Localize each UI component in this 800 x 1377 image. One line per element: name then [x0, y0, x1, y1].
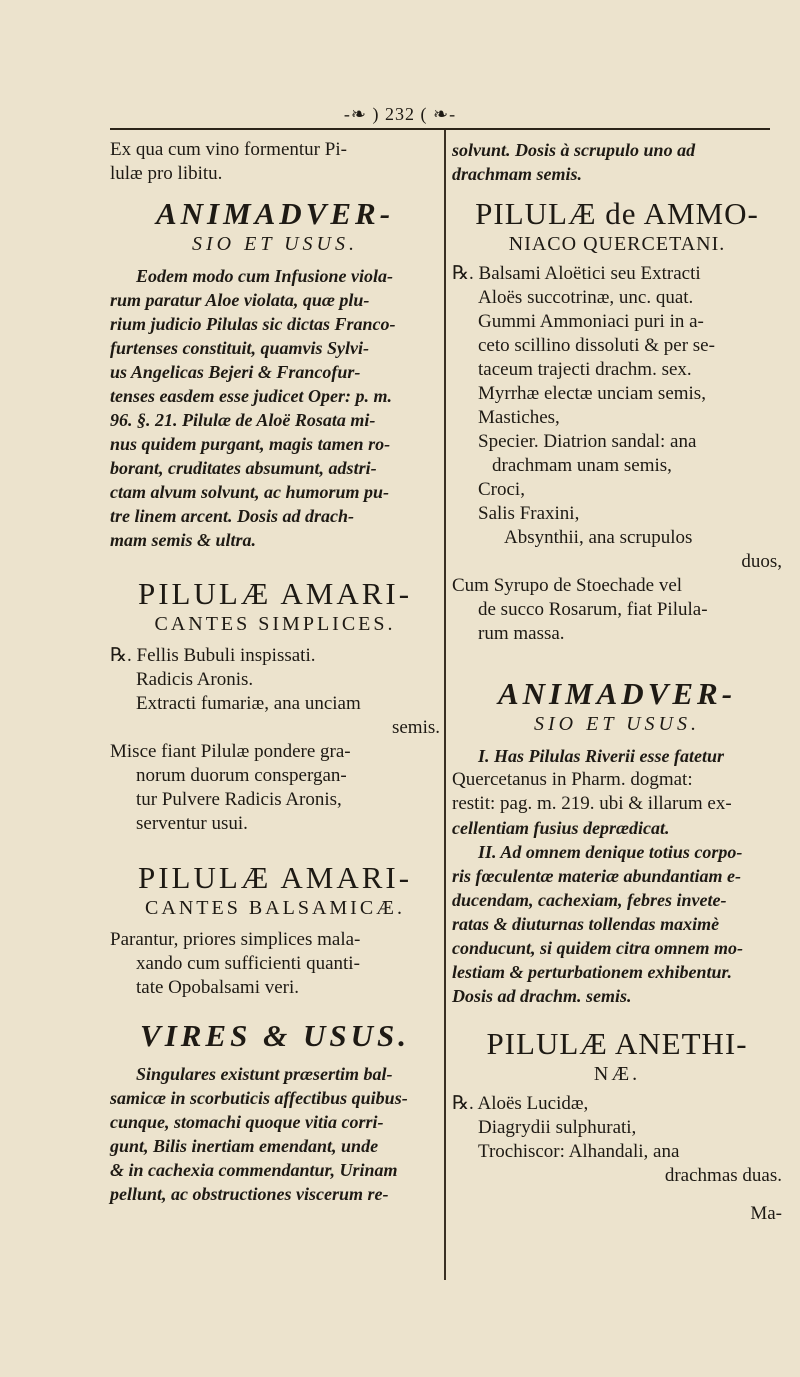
heading-pilulae-ammoniaco: PILULÆ de AMMO-	[475, 196, 759, 231]
text-line: Cum Syrupo de Stoechade vel	[452, 575, 683, 596]
left-animadversio-text	[110, 264, 440, 552]
text-line: lulæ pro libitu.	[110, 163, 223, 184]
text-line: gunt, Bilis inertiam emendant, unde	[110, 1136, 379, 1156]
text-line: ℞. Balsami Aloëtici seu Extracti	[452, 263, 701, 284]
text-line: samicæ in scorbuticis affectibus quibus-	[110, 1088, 408, 1108]
left-recipe-1	[110, 644, 440, 740]
text-line: Singulares existunt præsertim bal-	[136, 1064, 393, 1084]
text-line: Misce fiant Pilulæ pondere gra-	[110, 741, 351, 762]
text-line: Specier. Diatrion sandal: ana	[478, 431, 697, 452]
text-line: ducendam, cachexiam, febres invete-	[452, 890, 727, 910]
text-line: drachmam unam semis,	[492, 455, 672, 476]
text-line: us Angelicas Bejeri & Francofur-	[110, 362, 361, 382]
text-line: Radicis Aronis.	[136, 669, 254, 690]
heading-animadversio-right-sub: SIO ET USUS.	[534, 713, 700, 735]
text-line: nus quidem purgant, magis tamen ro-	[110, 434, 391, 454]
text-line: mam semis & ultra.	[110, 530, 257, 550]
text-line: Aloës succotrinæ, unc. quat.	[478, 287, 694, 308]
text-line: drachmas duas.	[664, 1165, 782, 1186]
text-line: tenses easdem esse judicet Oper: p. m.	[110, 386, 392, 406]
heading-pilulae-anethinae: PILULÆ ANETHI-	[486, 1026, 748, 1061]
text-line: Gummi Ammoniaci puri in a-	[478, 311, 704, 332]
catchword: Ma-	[750, 1203, 782, 1224]
heading-animadversio-right: ANIMADVER-	[497, 676, 737, 711]
left-intro	[110, 138, 440, 186]
text-line: xando cum sufficienti quanti-	[136, 953, 360, 974]
heading-pilulae-anethinae-sub: NÆ.	[593, 1063, 641, 1085]
text-line: taceum trajecti drachm. sex.	[478, 359, 692, 380]
text-line: ctam alvum solvunt, ac humorum pu-	[110, 482, 390, 502]
text-line: tur Pulvere Radicis Aronis,	[136, 789, 342, 810]
text-line: Dosis ad drachm. semis.	[452, 986, 632, 1006]
text-line: cunque, stomachi quoque vitia corri-	[110, 1112, 384, 1132]
heading-animadversio: ANIMADVER-	[155, 196, 395, 231]
text-line: Trochiscor: Alhandali, ana	[478, 1141, 680, 1162]
text-line: ℞. Fellis Bubuli inspissati.	[110, 645, 316, 666]
left-parantur	[110, 928, 440, 1000]
text-line: Eodem modo cum Infusione viola-	[136, 266, 394, 286]
text-line: rum massa.	[478, 623, 565, 644]
text-line: Croci,	[478, 479, 525, 500]
column-divider	[444, 130, 446, 1280]
text-line: ℞. Aloës Lucidæ,	[452, 1093, 589, 1114]
heading-pilulae-amaricantes-sub: CANTES SIMPLICES.	[154, 613, 396, 635]
text-line: duos,	[741, 551, 782, 572]
heading-animadversio-sub: SIO ET USUS.	[192, 233, 358, 255]
heading-pilulae-amaricantes: PILULÆ AMARI-	[137, 576, 413, 611]
text-line: drachmam semis.	[452, 164, 583, 184]
text-line: solvunt. Dosis à scrupulo uno ad	[452, 140, 696, 160]
text-line: de succo Rosarum, fiat Pilula-	[478, 599, 708, 620]
text-line: Myrrhæ electæ unciam semis,	[478, 383, 706, 404]
text-line: ris fœculentæ materiæ abundantiam e-	[452, 866, 742, 886]
text-line: conducunt, si quidem citra omnem mo-	[452, 938, 744, 958]
text-line: rum paratur Aloe violata, quæ plu-	[110, 290, 370, 310]
text-line: tate Opobalsami veri.	[136, 977, 300, 998]
heading-vires-usus: VIRES & USUS.	[140, 1018, 410, 1053]
left-vires-text	[110, 1062, 440, 1206]
text-line: Mastiches,	[478, 407, 560, 428]
text-line: Diagrydii sulphurati,	[478, 1117, 637, 1138]
text-line: ratas & diuturnas tollendas maximè	[452, 914, 720, 934]
text-line: Quercetanus in Pharm. dogmat:	[452, 769, 693, 790]
text-line: norum duorum conspergan-	[136, 765, 347, 786]
heading-pilulae-balsamicae: PILULÆ AMARI-	[137, 860, 413, 895]
text-line: II. Ad omnem denique totius corpo-	[478, 842, 743, 862]
text-line: & in cachexia commendantur, Urinam	[110, 1160, 398, 1180]
text-line: cellentiam fusius deprædicat.	[452, 818, 670, 838]
text-line: lestiam & perturbationem exhibentur.	[452, 962, 733, 982]
right-intro	[452, 138, 782, 186]
text-line: Ex qua cum vino formentur Pi-	[110, 139, 347, 160]
text-line: restit: pag. m. 219. ubi & illarum ex-	[452, 793, 732, 814]
text-line: rium judicio Pilulas sic dictas Franco-	[110, 314, 396, 334]
text-line: Absynthii, ana scrupulos	[504, 527, 693, 548]
heading-pilulae-balsamicae-sub: CANTES BALSAMICÆ.	[145, 897, 405, 919]
text-line: Parantur, priores simplices mala-	[110, 929, 361, 950]
text-line: tre linem arcent. Dosis ad drach-	[110, 506, 355, 526]
text-line: pellunt, ac obstructiones viscerum re-	[110, 1184, 389, 1204]
text-line: Salis Fraxini,	[478, 503, 580, 524]
right-animadversio-text	[452, 744, 782, 1008]
text-line: borant, cruditates absumunt, adstri-	[110, 458, 377, 478]
right-recipe-2	[452, 1092, 782, 1188]
text-line: semis.	[391, 717, 440, 738]
heading-pilulae-ammoniaco-sub: NIACO QUERCETANI.	[508, 233, 726, 255]
text-line: Extracti fumariæ, ana unciam	[136, 693, 361, 714]
text-line: ceto scillino dissoluti & per se-	[478, 335, 715, 356]
text-line: 96. §. 21. Pilulæ de Aloë Rosata mi-	[110, 410, 376, 430]
left-column	[110, 138, 440, 1206]
text-line: I. Has Pilulas Riverii esse fatetur	[478, 746, 725, 766]
header-rule	[110, 128, 770, 130]
text-line: furtenses constituit, quamvis Sylvi-	[110, 338, 370, 358]
right-cum-syrupo	[452, 574, 782, 646]
page-header: -❧ ) 232 ( ❧-	[343, 104, 457, 124]
right-recipe-1	[452, 262, 782, 574]
right-column	[452, 138, 782, 1226]
text-line: serventur usui.	[136, 813, 248, 834]
left-misce	[110, 740, 440, 836]
